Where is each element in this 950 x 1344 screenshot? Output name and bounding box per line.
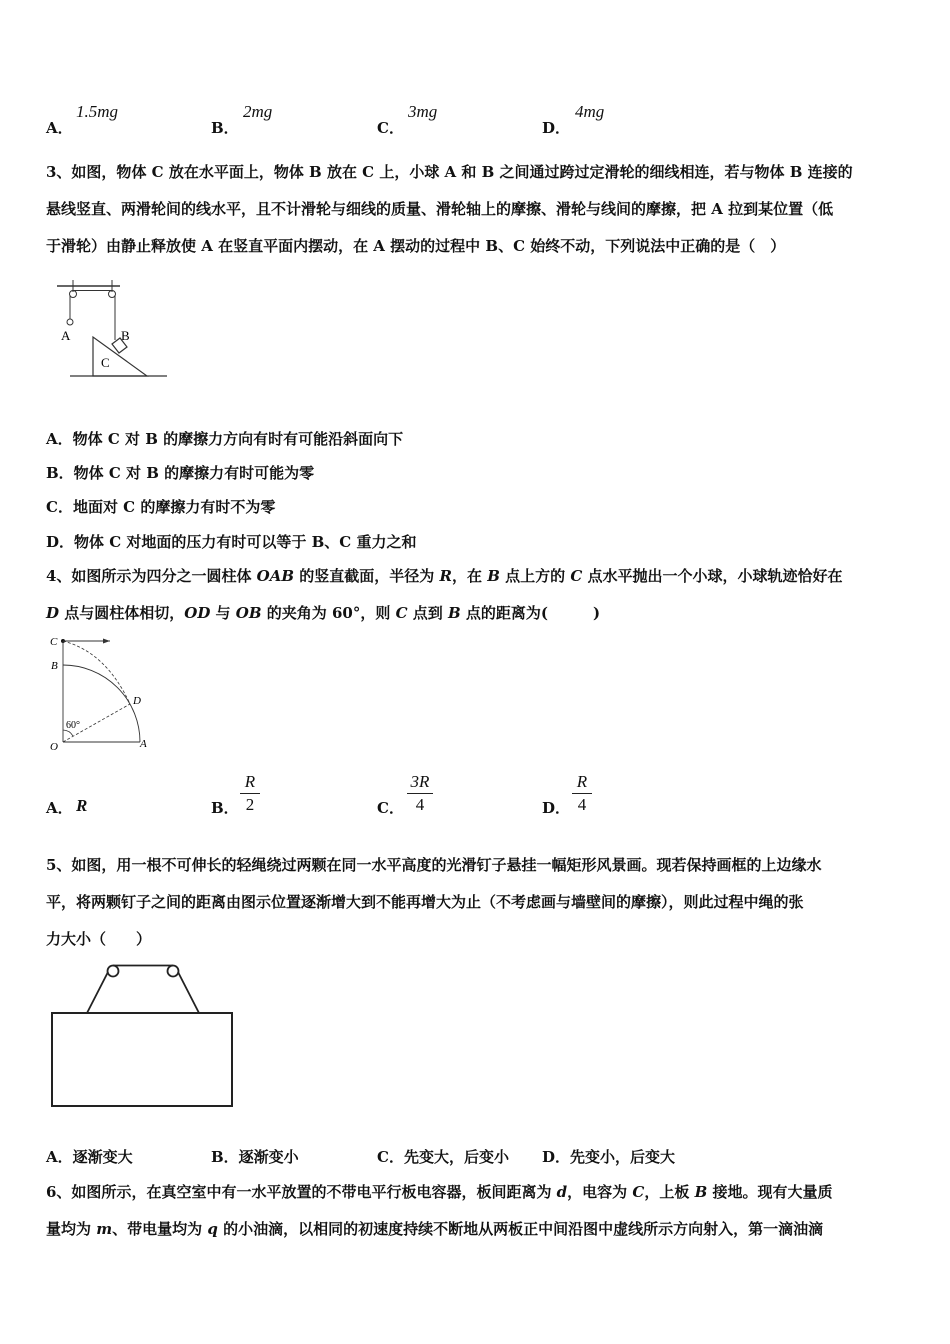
q4-option-c-fraction: 3R 4 [407,772,433,815]
q4-option-c-label: C． [377,799,404,817]
q4-stem-line-2: D 点与圆柱体相切，OD 与 OB 的夹角为 60°，则 C 点到 B 点的距离为( ) [46,604,601,622]
q2-option-d-label: D． [542,119,571,137]
q2-option-d-value: 4mg [575,102,605,121]
q5-stem-line-2: 平，将两颗钉子之间的距离由图示位置逐渐增大到不能再增大为止（不考虑画与墙壁间的摩擦），则此过程中绳的张 [46,893,804,911]
q5-option-b: B．逐渐变小 [211,1148,299,1166]
q2-option-b-value: 2mg [243,102,273,121]
q3-figure [55,272,175,384]
label-a: A [140,738,147,750]
q4-stem-line-1: 4、如图所示为四分之一圆柱体 OAB 的竖直截面，半径为 R，在 B 点上方的 C 点水平抛出一个小球，小球轨迹恰好在 [46,567,843,585]
angle-label: 60° [66,720,80,731]
q3-option-c: C．地面对 C 的摩擦力有时不为零 [46,498,276,516]
q4-option-d-label: D． [542,799,571,817]
ball-a [67,319,73,325]
q5-figure [46,960,238,1112]
q4-option-d-fraction: R 4 [572,772,592,815]
label-c: C [50,636,58,648]
q2-option-b-label: B． [211,119,239,137]
q3-stem-line-1: 3、如图，物体 C 放在水平面上，物体 B 放在 C 上，小球 A 和 B 之间通过跨过定滑轮的细线相连，若与物体 B 连接的 [46,163,853,181]
q6-stem-line-1: 6、如图所示，在真空室中有一水平放置的不带电平行板电容器，板间距离为 d，电容为 C，上板 B 接地。现有大量质 [46,1183,833,1201]
q4-option-b-label: B． [211,799,239,817]
q3-option-a: A．物体 C 对 B 的摩擦力方向有时有可能沿斜面向下 [46,430,404,448]
nail-right [168,966,179,977]
picture-frame [52,1013,232,1106]
q2-option-a-value: 1.5mg [76,102,119,121]
q5-option-c: C．先变大，后变小 [377,1148,509,1166]
label-b: B [51,660,58,672]
label-d: D [133,695,141,707]
q5-option-d: D．先变小，后变大 [542,1148,676,1166]
q4-figure [44,632,159,754]
q3-stem-line-2: 悬线竖直、两滑轮间的线水平，且不计滑轮与细线的质量、滑轮轴上的摩擦、滑轮与线间的摩擦，把 A 拉到某位置（低 [46,200,834,218]
label-o: O [50,741,58,753]
rope-left [87,972,108,1013]
q5-stem-line-1: 5、如图，用一根不可伸长的轻绳绕过两颗在同一水平高度的光滑钉子悬挂一幅矩形风景画。现若保持画框的上边缘水 [46,856,822,874]
q3-stem-line-3: 于滑轮）由静止释放使 A 在竖直平面内摆动，在 A 摆动的过程中 B、C 始终不动，下列说法中正确的是（ ） [46,237,786,255]
q2-option-a-label: A． [46,119,73,137]
q3-option-d: D．物体 C 对地面的压力有时可以等于 B、C 重力之和 [46,533,417,551]
q5-stem-line-3: 力大小（ ） [46,930,152,948]
q3-option-b: B．物体 C 对 B 的摩擦力有时可能为零 [46,464,315,482]
q5-option-a: A．逐渐变大 [46,1148,133,1166]
q4-option-a-value: R [76,796,88,815]
rope-right [178,972,199,1013]
label-a: A [61,328,71,343]
q4-option-b-fraction: R 2 [240,772,260,815]
q2-option-c-label: C． [377,119,404,137]
q6-stem-line-2: 量均为 m、带电量均为 q 的小油滴，以相同的初速度持续不断地从两板正中间沿图中虚线所示方向射入，第一滴油滴 [46,1220,824,1238]
q4-option-a-label: A． [46,799,73,817]
label-c: C [101,355,110,370]
nail-left [108,966,119,977]
q2-option-c-value: 3mg [408,102,438,121]
label-b: B [121,328,130,343]
